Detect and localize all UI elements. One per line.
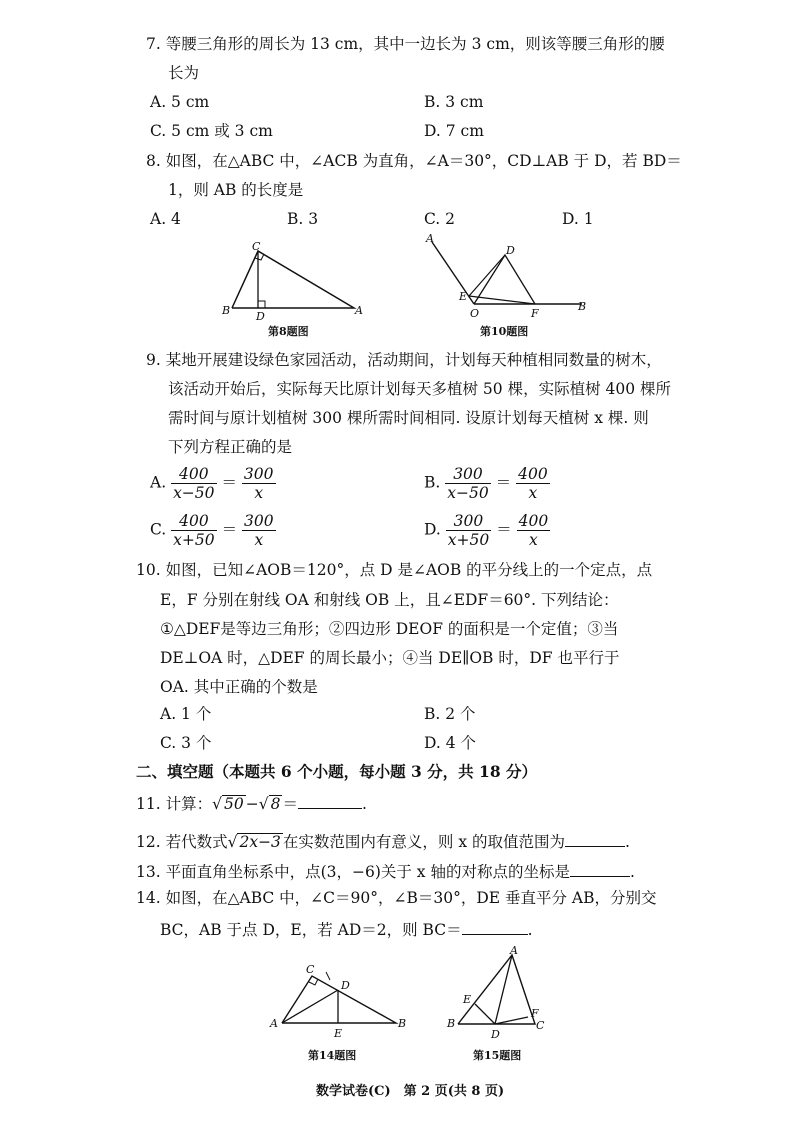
q9-option-d: D. $\frac{300}{x+50}$ ＝ $\frac{400}{x}$ bbox=[424, 512, 549, 549]
q7-option-b: B. 3 cm bbox=[424, 93, 484, 111]
fig15-segment-df bbox=[495, 1017, 528, 1024]
q7-stem-line2: 长为 bbox=[168, 64, 200, 82]
q10-option-c: C. 3 个 bbox=[160, 734, 212, 752]
q14-stem-line2: BC，AB 于点 D，E，若 AD＝2，则 BC＝ . bbox=[160, 918, 533, 940]
fig10-label-d: D bbox=[506, 244, 515, 257]
q9-option-a: A. $\frac{400}{x-50}$ ＝ $\frac{300}{x}$ bbox=[150, 465, 274, 502]
figure-15 bbox=[444, 945, 554, 1045]
q9-stem-line1: 9. 某地开展建设绿色家园活动，活动期间，计划每天种植相同数量的树木， bbox=[146, 351, 662, 369]
fig15-segment-ed bbox=[475, 1004, 495, 1024]
fig14-label-b: B bbox=[398, 1017, 407, 1030]
fig14-caption: 第14题图 bbox=[308, 1049, 357, 1062]
q10-stem-line4: DE⊥OA 时，△DEF 的周长最小；④当 DE∥OB 时，DF 也平行于 bbox=[160, 649, 620, 667]
q8-option-d: D. 1 bbox=[562, 210, 594, 228]
q9-option-b: B. $\frac{300}{x-50}$ ＝ $\frac{400}{x}$ bbox=[424, 465, 548, 502]
fig10-label-o: O bbox=[470, 307, 480, 320]
section-2-heading: 二、填空题（本题共 6 个小题，每小题 3 分，共 18 分） bbox=[136, 762, 538, 781]
fig15-label-c: C bbox=[536, 1019, 545, 1032]
fig8-caption: 第8题图 bbox=[268, 325, 309, 338]
q10-stem-line5: OA. 其中正确的个数是 bbox=[160, 678, 318, 696]
figure-10 bbox=[422, 232, 592, 322]
fig10-segment-de bbox=[469, 255, 505, 296]
q14-stem-line1: 14. 如图，在△ABC 中，∠C＝90°，∠B＝30°，DE 垂直平分 AB，分别交 bbox=[136, 889, 657, 907]
q8-option-a: A. 4 bbox=[150, 210, 181, 228]
fig14-tick bbox=[326, 972, 330, 980]
q12-answer-blank[interactable] bbox=[565, 830, 625, 847]
q9-stem-line4: 下列方程正确的是 bbox=[168, 438, 293, 456]
q9-stem-line3: 需时间与原计划植树 300 棵所需时间相同. 设原计划每天植树 x 棵. 则 bbox=[168, 409, 649, 427]
fig14-triangle bbox=[282, 976, 396, 1023]
q8-option-c: C. 2 bbox=[424, 210, 456, 228]
fig8-label-d: D bbox=[256, 310, 265, 323]
fig15-caption: 第15题图 bbox=[473, 1049, 522, 1062]
q11: 11. 计算：√ 50 −√ 8 ＝ . bbox=[136, 792, 367, 814]
fig14-label-c: C bbox=[306, 963, 315, 976]
figure-8 bbox=[218, 238, 368, 323]
fig14-right-angle-mark bbox=[309, 979, 318, 985]
fig8-label-a: A bbox=[355, 304, 363, 317]
fig10-label-a: A bbox=[426, 232, 434, 245]
q10-stem-line2: E，F 分别在射线 OA 和射线 OB 上，且∠EDF＝60°. 下列结论： bbox=[160, 591, 619, 609]
figure-14 bbox=[264, 962, 414, 1042]
fig10-caption: 第10题图 bbox=[480, 325, 529, 338]
q7-option-d: D. 7 cm bbox=[424, 122, 484, 140]
q11-radicand-2: 8 bbox=[270, 795, 281, 813]
page-footer: 数学试卷(C) 第 2 页(共 8 页) bbox=[316, 1084, 505, 1099]
fig14-label-d: D bbox=[341, 979, 350, 992]
q8-stem-line2: 1，则 AB 的长度是 bbox=[168, 181, 304, 199]
fig15-triangle bbox=[458, 955, 535, 1024]
q8-option-b: B. 3 bbox=[287, 210, 319, 228]
q10-option-a: A. 1 个 bbox=[160, 705, 212, 723]
fig15-label-a: A bbox=[510, 945, 518, 957]
fig14-label-e: E bbox=[334, 1027, 343, 1040]
q7-stem-line1: 7. 等腰三角形的周长为 13 cm，其中一边长为 3 cm，则该等腰三角形的腰 bbox=[146, 35, 665, 53]
fig10-label-b: B bbox=[578, 300, 587, 313]
fig10-label-f: F bbox=[531, 307, 539, 320]
q8-stem-line1: 8. 如图，在△ABC 中，∠ACB 为直角，∠A＝30°，CD⊥AB 于 D，若 BD＝ bbox=[146, 152, 682, 170]
fig15-label-b: B bbox=[447, 1017, 456, 1030]
q11-answer-blank[interactable] bbox=[298, 792, 362, 809]
fig10-ray-oa bbox=[432, 242, 474, 304]
q14-answer-blank[interactable] bbox=[462, 918, 528, 935]
fig8-label-c: C bbox=[252, 240, 261, 253]
fig14-segment-ad bbox=[282, 990, 338, 1023]
fig15-label-e: E bbox=[463, 993, 472, 1006]
q9-option-c: C. $\frac{400}{x+50}$ ＝ $\frac{300}{x}$ bbox=[150, 512, 274, 549]
q12: 12. 若代数式√ 2x−3 在实数范围内有意义，则 x 的取值范围为 . bbox=[136, 830, 630, 852]
q10-option-b: B. 2 个 bbox=[424, 705, 476, 723]
q9-stem-line2: 该活动开始后，实际每天比原计划每天多植树 50 棵，实际植树 400 棵所 bbox=[168, 380, 672, 398]
q7-option-a: A. 5 cm bbox=[150, 93, 210, 111]
fig8-triangle bbox=[232, 251, 354, 308]
fig10-segment-ef bbox=[469, 296, 535, 304]
q7-option-c: C. 5 cm 或 3 cm bbox=[150, 122, 273, 140]
fig8-right-angle-mark bbox=[258, 301, 265, 308]
q10-stem-line3: ①△DEF是等边三角形；②四边形 DEOF 的面积是一个定值；③当 bbox=[160, 620, 619, 638]
fig15-label-f: F bbox=[531, 1007, 539, 1020]
fig14-label-a: A bbox=[270, 1017, 278, 1030]
fig8-label-b: B bbox=[222, 304, 231, 317]
q10-option-d: D. 4 个 bbox=[424, 734, 477, 752]
q11-radicand-1: 50 bbox=[223, 795, 244, 813]
q13-answer-blank[interactable] bbox=[570, 860, 630, 877]
q13: 13. 平面直角坐标系中，点(3，−6)关于 x 轴的对称点的坐标是 . bbox=[136, 860, 635, 882]
fig10-label-e: E bbox=[459, 290, 468, 303]
q10-stem-line1: 10. 如图，已知∠AOB＝120°，点 D 是∠AOB 的平分线上的一个定点，点 bbox=[136, 561, 653, 579]
q12-radicand: 2x−3 bbox=[239, 833, 281, 851]
fig15-label-d: D bbox=[491, 1028, 500, 1041]
